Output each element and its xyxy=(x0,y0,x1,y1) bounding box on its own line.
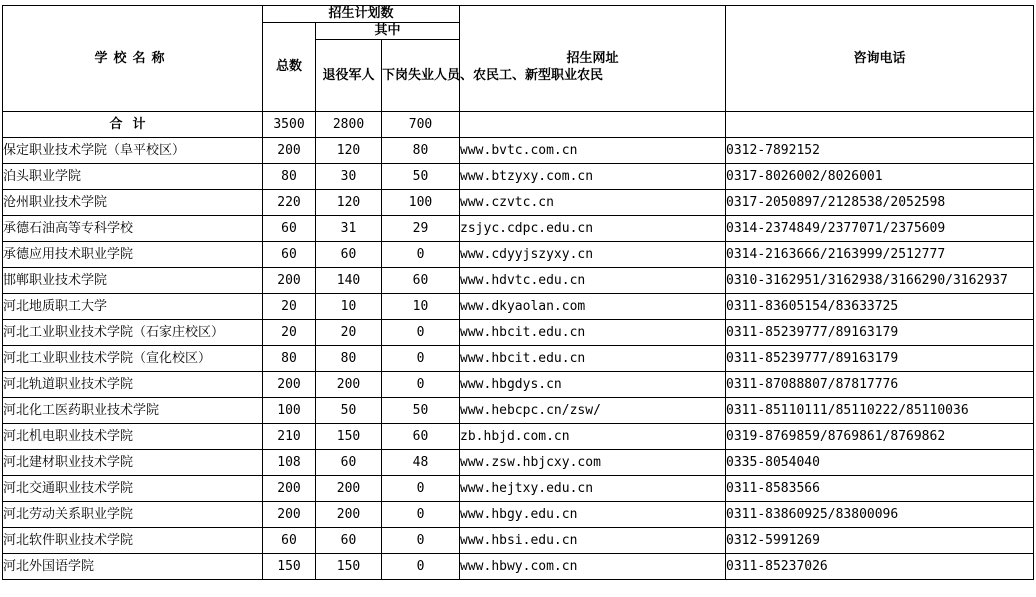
school-name: 邯郸职业技术学院 xyxy=(3,268,263,294)
laid-off-count: 0 xyxy=(382,476,460,502)
laid-off-count: 0 xyxy=(382,320,460,346)
website: www.hdvtc.edu.cn xyxy=(460,268,726,294)
header-school-name: 学校名称 xyxy=(3,6,263,112)
table-row xyxy=(3,476,1034,502)
veterans-count: 120 xyxy=(316,138,382,164)
veterans-count: 150 xyxy=(316,554,382,580)
veterans-count: 200 xyxy=(316,502,382,528)
school-name: 泊头职业学院 xyxy=(3,164,263,190)
school-name: 保定职业技术学院（阜平校区） xyxy=(3,138,263,164)
laid-off-count: 0 xyxy=(382,346,460,372)
total-count: 200 xyxy=(263,138,316,164)
laid-off-count: 0 xyxy=(382,372,460,398)
total-count: 220 xyxy=(263,190,316,216)
table-row xyxy=(3,216,1034,242)
veterans-count: 60 xyxy=(316,450,382,476)
total-website xyxy=(460,112,726,138)
veterans-count: 20 xyxy=(316,320,382,346)
laid-off-count: 29 xyxy=(382,216,460,242)
table-row xyxy=(3,242,1034,268)
phone: 0311-85239777/89163179 xyxy=(726,346,1034,372)
laid-off-count: 0 xyxy=(382,528,460,554)
header-among: 其中 xyxy=(316,23,460,40)
school-name: 河北劳动关系职业学院 xyxy=(3,502,263,528)
header-website: 招生网址 xyxy=(460,6,726,112)
website: www.hbwy.com.cn xyxy=(460,554,726,580)
table-row xyxy=(3,138,1034,164)
header-plan: 招生计划数 xyxy=(263,6,460,23)
veterans-count: 200 xyxy=(316,476,382,502)
total-count: 200 xyxy=(263,476,316,502)
veterans-count: 200 xyxy=(316,372,382,398)
phone: 0317-8026002/8026001 xyxy=(726,164,1034,190)
phone: 0335-8054040 xyxy=(726,450,1034,476)
total-count: 60 xyxy=(263,528,316,554)
total-count: 108 xyxy=(263,450,316,476)
table-row xyxy=(3,268,1034,294)
school-name: 河北建材职业技术学院 xyxy=(3,450,263,476)
veterans-count: 50 xyxy=(316,398,382,424)
veterans-count: 80 xyxy=(316,346,382,372)
school-name: 河北地质职工大学 xyxy=(3,294,263,320)
website: zsjyc.cdpc.edu.cn xyxy=(460,216,726,242)
website: www.hejtxy.edu.cn xyxy=(460,476,726,502)
total-count: 200 xyxy=(263,372,316,398)
table-header xyxy=(3,6,1034,112)
header-total: 总数 xyxy=(263,23,316,112)
laid-off-count: 100 xyxy=(382,190,460,216)
total-count: 60 xyxy=(263,242,316,268)
school-name: 河北软件职业技术学院 xyxy=(3,528,263,554)
website: www.btzyxy.com.cn xyxy=(460,164,726,190)
website: www.hbcit.edu.cn xyxy=(460,346,726,372)
school-name: 沧州职业技术学院 xyxy=(3,190,263,216)
table-row xyxy=(3,528,1034,554)
website: www.bvtc.com.cn xyxy=(460,138,726,164)
laid-off-count: 60 xyxy=(382,268,460,294)
total-laid-off: 700 xyxy=(382,112,460,138)
school-name: 河北机电职业技术学院 xyxy=(3,424,263,450)
total-count: 210 xyxy=(263,424,316,450)
veterans-count: 10 xyxy=(316,294,382,320)
phone: 0317-2050897/2128538/2052598 xyxy=(726,190,1034,216)
laid-off-count: 10 xyxy=(382,294,460,320)
table-row xyxy=(3,294,1034,320)
laid-off-count: 48 xyxy=(382,450,460,476)
school-name: 河北工业职业技术学院（宣化校区） xyxy=(3,346,263,372)
school-name: 河北外国语学院 xyxy=(3,554,263,580)
school-name: 河北工业职业技术学院（石家庄校区） xyxy=(3,320,263,346)
table-row xyxy=(3,554,1034,580)
veterans-count: 60 xyxy=(316,242,382,268)
website: www.hbsi.edu.cn xyxy=(460,528,726,554)
laid-off-count: 0 xyxy=(382,554,460,580)
table-row xyxy=(3,320,1034,346)
table-body xyxy=(3,112,1034,580)
school-name: 河北交通职业技术学院 xyxy=(3,476,263,502)
laid-off-count: 0 xyxy=(382,242,460,268)
header-laid-off: 下岗失业人员、农民工、新型职业农民 xyxy=(382,40,460,112)
total-count: 20 xyxy=(263,320,316,346)
website: www.hebcpc.cn/zsw/ xyxy=(460,398,726,424)
total-veterans: 2800 xyxy=(316,112,382,138)
table-row xyxy=(3,502,1034,528)
total-phone xyxy=(726,112,1034,138)
phone: 0311-85110111/85110222/85110036 xyxy=(726,398,1034,424)
website: www.dkyaolan.com xyxy=(460,294,726,320)
phone: 0314-2163666/2163999/2512777 xyxy=(726,242,1034,268)
table-row xyxy=(3,372,1034,398)
laid-off-count: 60 xyxy=(382,424,460,450)
table-row xyxy=(3,398,1034,424)
table-row xyxy=(3,424,1034,450)
total-count: 150 xyxy=(263,554,316,580)
veterans-count: 150 xyxy=(316,424,382,450)
total-count: 200 xyxy=(263,502,316,528)
school-name: 承德应用技术职业学院 xyxy=(3,242,263,268)
school-name: 河北化工医药职业技术学院 xyxy=(3,398,263,424)
website: www.zsw.hbjcxy.com xyxy=(460,450,726,476)
website: www.czvtc.cn xyxy=(460,190,726,216)
table-row xyxy=(3,164,1034,190)
phone: 0310-3162951/3162938/3166290/3162937 xyxy=(726,268,1034,294)
phone: 0319-8769859/8769861/8769862 xyxy=(726,424,1034,450)
website: www.cdyyjszyxy.cn xyxy=(460,242,726,268)
laid-off-count: 50 xyxy=(382,398,460,424)
website: www.hbgdys.cn xyxy=(460,372,726,398)
total-count: 60 xyxy=(263,216,316,242)
website: www.hbcit.edu.cn xyxy=(460,320,726,346)
laid-off-count: 50 xyxy=(382,164,460,190)
table-row xyxy=(3,450,1034,476)
phone: 0311-8583566 xyxy=(726,476,1034,502)
veterans-count: 30 xyxy=(316,164,382,190)
table-row xyxy=(3,190,1034,216)
total-count: 3500 xyxy=(263,112,316,138)
school-name: 承德石油高等专科学校 xyxy=(3,216,263,242)
phone: 0311-85237026 xyxy=(726,554,1034,580)
veterans-count: 120 xyxy=(316,190,382,216)
total-count: 200 xyxy=(263,268,316,294)
phone: 0312-7892152 xyxy=(726,138,1034,164)
laid-off-count: 80 xyxy=(382,138,460,164)
total-label: 合计 xyxy=(3,112,263,138)
admission-plan-table xyxy=(2,5,1034,580)
phone: 0311-83605154/83633725 xyxy=(726,294,1034,320)
total-count: 80 xyxy=(263,346,316,372)
total-count: 80 xyxy=(263,164,316,190)
phone: 0311-87088807/87817776 xyxy=(726,372,1034,398)
veterans-count: 31 xyxy=(316,216,382,242)
table-row xyxy=(3,346,1034,372)
phone: 0312-5991269 xyxy=(726,528,1034,554)
header-veterans: 退役军人 xyxy=(316,40,382,112)
veterans-count: 140 xyxy=(316,268,382,294)
total-count: 20 xyxy=(263,294,316,320)
phone: 0314-2374849/2377071/2375609 xyxy=(726,216,1034,242)
veterans-count: 60 xyxy=(316,528,382,554)
website: www.hbgy.edu.cn xyxy=(460,502,726,528)
website: zb.hbjd.com.cn xyxy=(460,424,726,450)
header-phone: 咨询电话 xyxy=(726,6,1034,112)
phone: 0311-85239777/89163179 xyxy=(726,320,1034,346)
school-name: 河北轨道职业技术学院 xyxy=(3,372,263,398)
total-count: 100 xyxy=(263,398,316,424)
laid-off-count: 0 xyxy=(382,502,460,528)
total-row xyxy=(3,112,1034,138)
phone: 0311-83860925/83800096 xyxy=(726,502,1034,528)
